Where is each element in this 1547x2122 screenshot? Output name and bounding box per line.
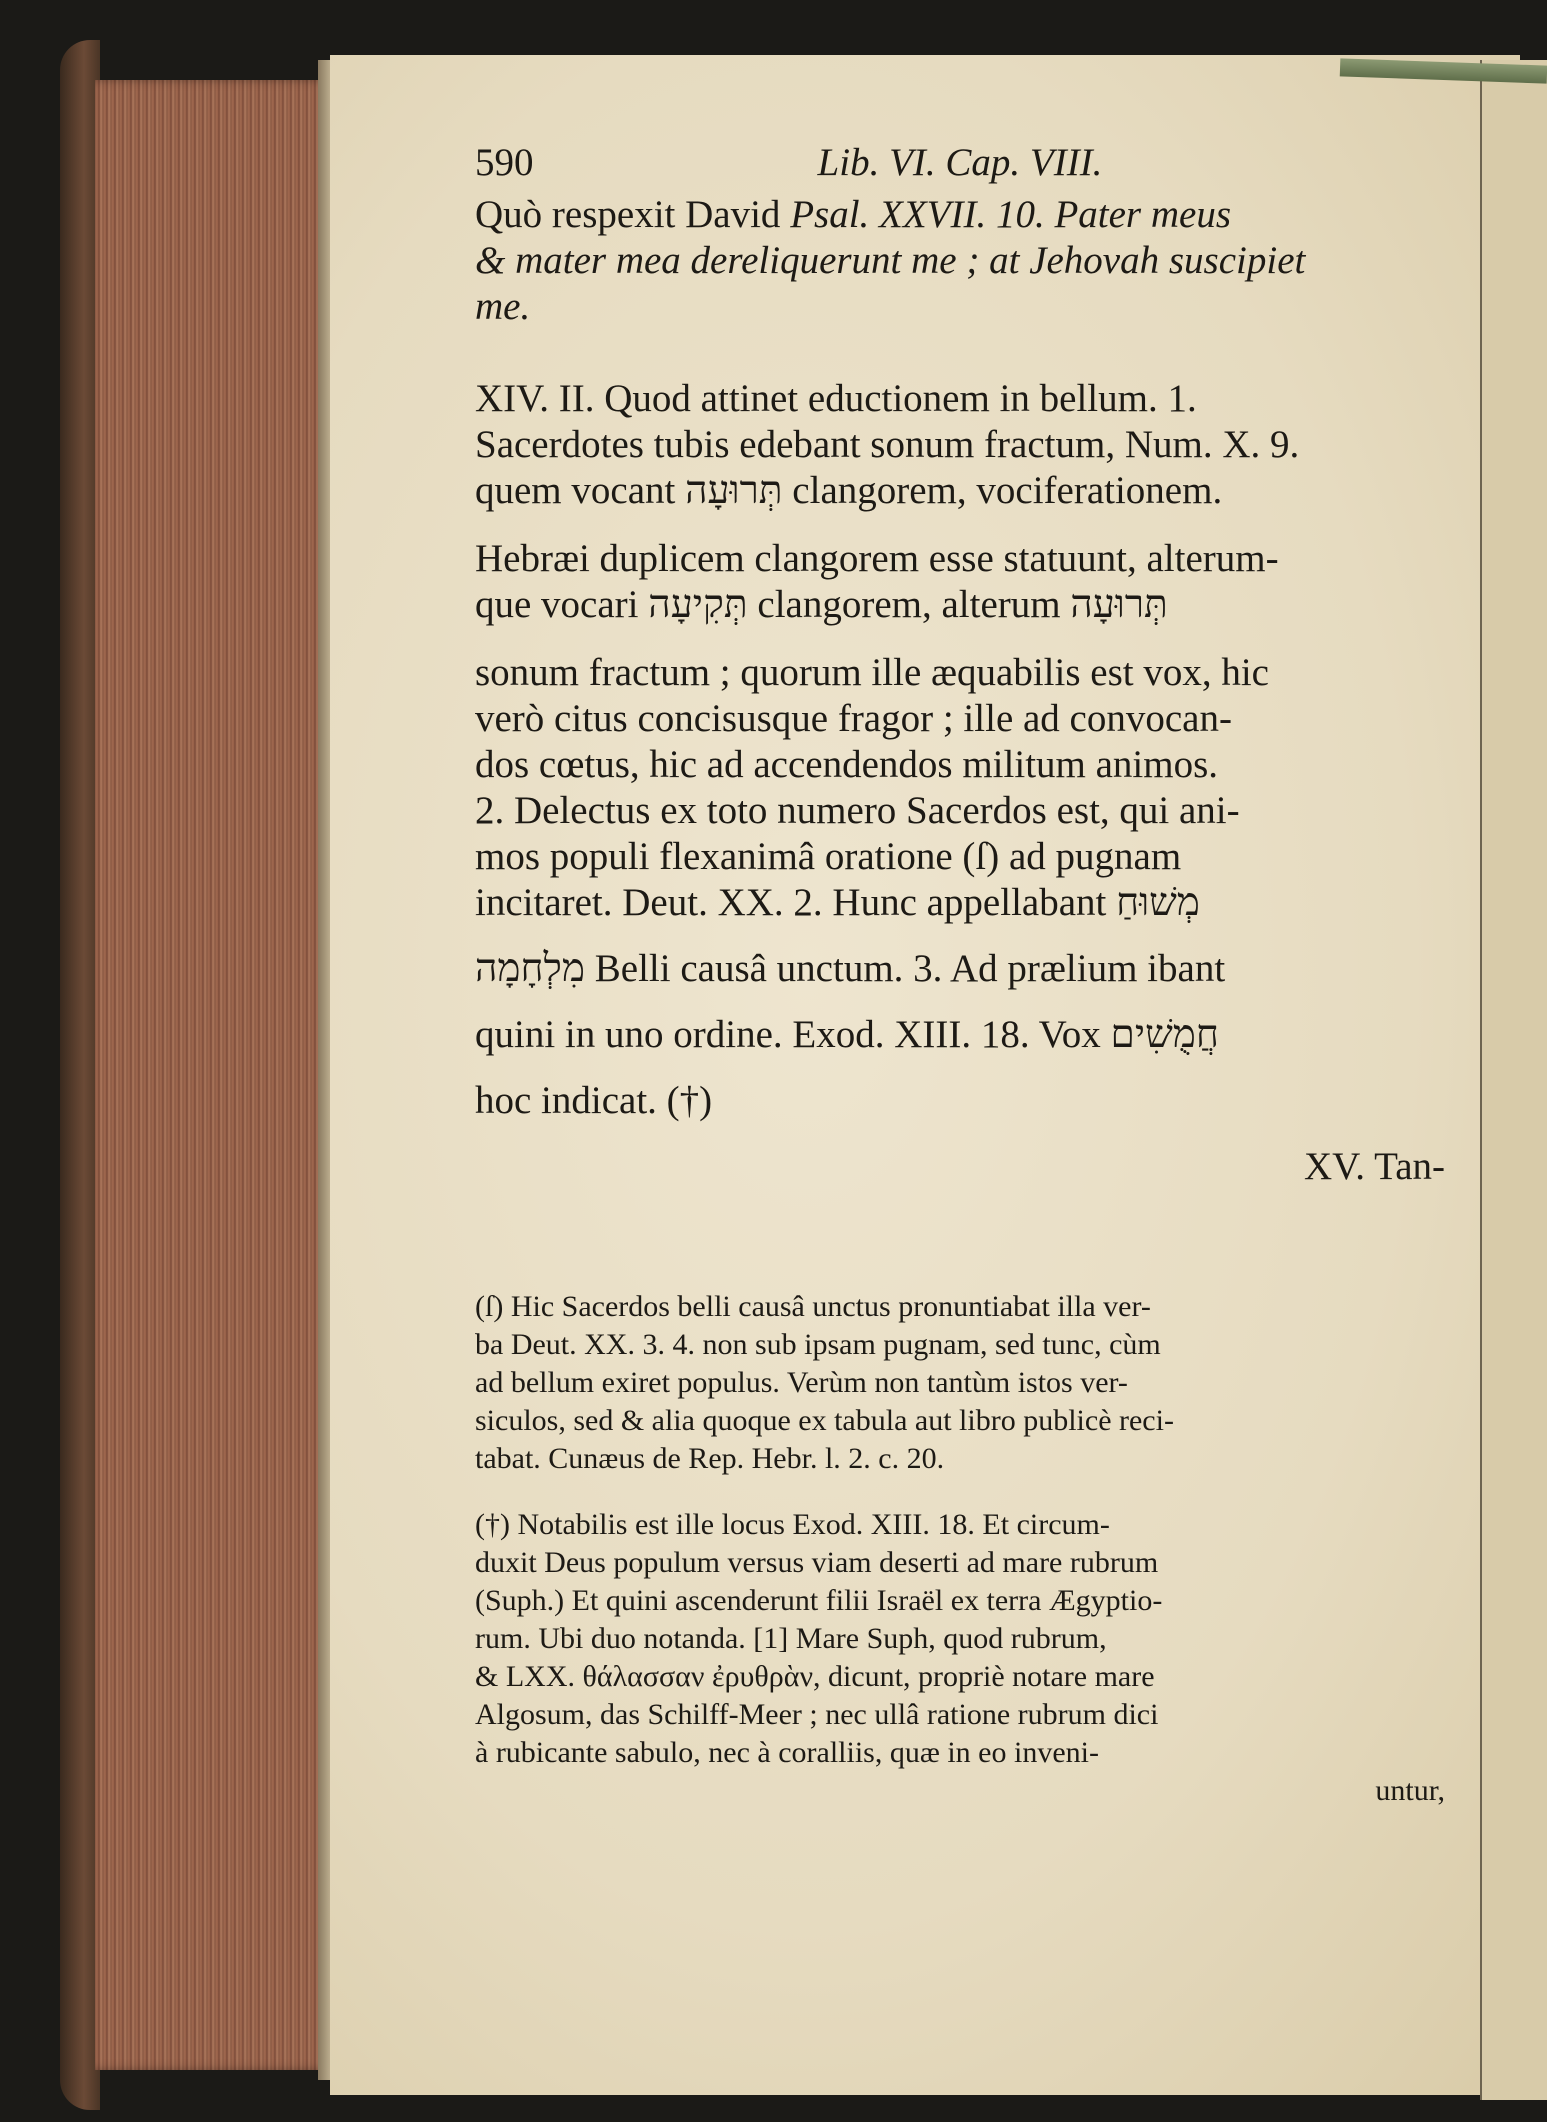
- main-line: Sacerdotes tubis edebant sonum fractum, Num. X. 9.: [475, 423, 1300, 466]
- page-number: 590: [475, 141, 534, 184]
- catchword: XV. Tan-: [1304, 1145, 1445, 1188]
- footnote-line: rum. Ubi duo notanda. [1] Mare Suph, quod rubrum,: [475, 1622, 1107, 1655]
- footnote-line: duxit Deus populum versus viam deserti ad mare rubrum: [475, 1546, 1159, 1579]
- main-line: dos cœtus, hic ad accendendos militum animos.: [475, 743, 1219, 786]
- main-line: quini in uno ordine. Exod. XIII. 18. Vox חֲמֻשִׁים: [475, 1013, 1219, 1056]
- footnote-line: untur,: [1375, 1774, 1445, 1807]
- footnote-line: à rubicante sabulo, nec à coralliis, quæ in eo inveni-: [475, 1736, 1099, 1769]
- main-line: Quò respexit David Psal. XXVII. 10. Pater meus: [475, 193, 1232, 236]
- main-line: & mater mea dereliquerunt me ; at Jehovah suscipiet: [475, 239, 1306, 282]
- footnote-line: & LXX. θάλασσαν ἐρυθρὰν, dicunt, propriè notare mare: [475, 1660, 1155, 1693]
- footnote-line: siculos, sed & alia quoque ex tabula aut libro publicè reci-: [475, 1404, 1174, 1437]
- main-line: XIV. II. Quod attinet eductionem in bellum. 1.: [475, 377, 1197, 420]
- footnote-line: ad bellum exiret populus. Verùm non tantùm istos ver-: [475, 1366, 1128, 1399]
- book-spine-edge: [60, 40, 100, 2110]
- main-line: hoc indicat. (†): [475, 1079, 713, 1122]
- footnote-line: (Suph.) Et quini ascenderunt filii Israël ex terra Ægyptio-: [475, 1584, 1163, 1617]
- main-line: verò citus concisusque fragor ; ille ad convocan-: [475, 697, 1232, 740]
- footnote-line: Algosum, das Schilff-Meer ; nec ullâ ratione rubrum dici: [475, 1698, 1159, 1731]
- footnote-line: (†) Notabilis est ille locus Exod. XIII. 18. Et circum-: [475, 1508, 1110, 1541]
- main-line: quem vocant תְּרוּעָה clangorem, vociferationem.: [475, 469, 1223, 512]
- footnote-line: tabat. Cunæus de Rep. Hebr. l. 2. c. 20.: [475, 1442, 945, 1475]
- footnote-line: ba Deut. XX. 3. 4. non sub ipsam pugnam, sed tunc, cùm: [475, 1328, 1161, 1361]
- main-line: que vocari תְּקִיעָה clangorem, alterum תְּרוּעָה: [475, 583, 1168, 626]
- page-block-edge: [95, 80, 330, 2070]
- main-line: incitaret. Deut. XX. 2. Hunc appellabant מְשׁוּחַ: [475, 881, 1200, 924]
- footnote-line: (ſ) Hic Sacerdos belli causâ unctus pronuntiabat illa ver-: [475, 1290, 1151, 1323]
- main-line: 2. Delectus ex toto numero Sacerdos est, qui ani-: [475, 789, 1240, 832]
- main-line: me.: [475, 285, 531, 328]
- running-head: Lib. VI. Cap. VIII.: [817, 141, 1103, 184]
- main-line: Hebræi duplicem clangorem esse statuunt, alterum-: [475, 537, 1279, 580]
- main-line: sonum fractum ; quorum ille æquabilis est vox, hic: [475, 651, 1269, 694]
- main-line: mos populi flexanimâ oratione (ſ) ad pugnam: [475, 835, 1182, 878]
- main-line: מִלְחָמָה Belli causâ unctum. 3. Ad prælium ibant: [475, 947, 1226, 990]
- facing-page-edge: [1480, 60, 1547, 2100]
